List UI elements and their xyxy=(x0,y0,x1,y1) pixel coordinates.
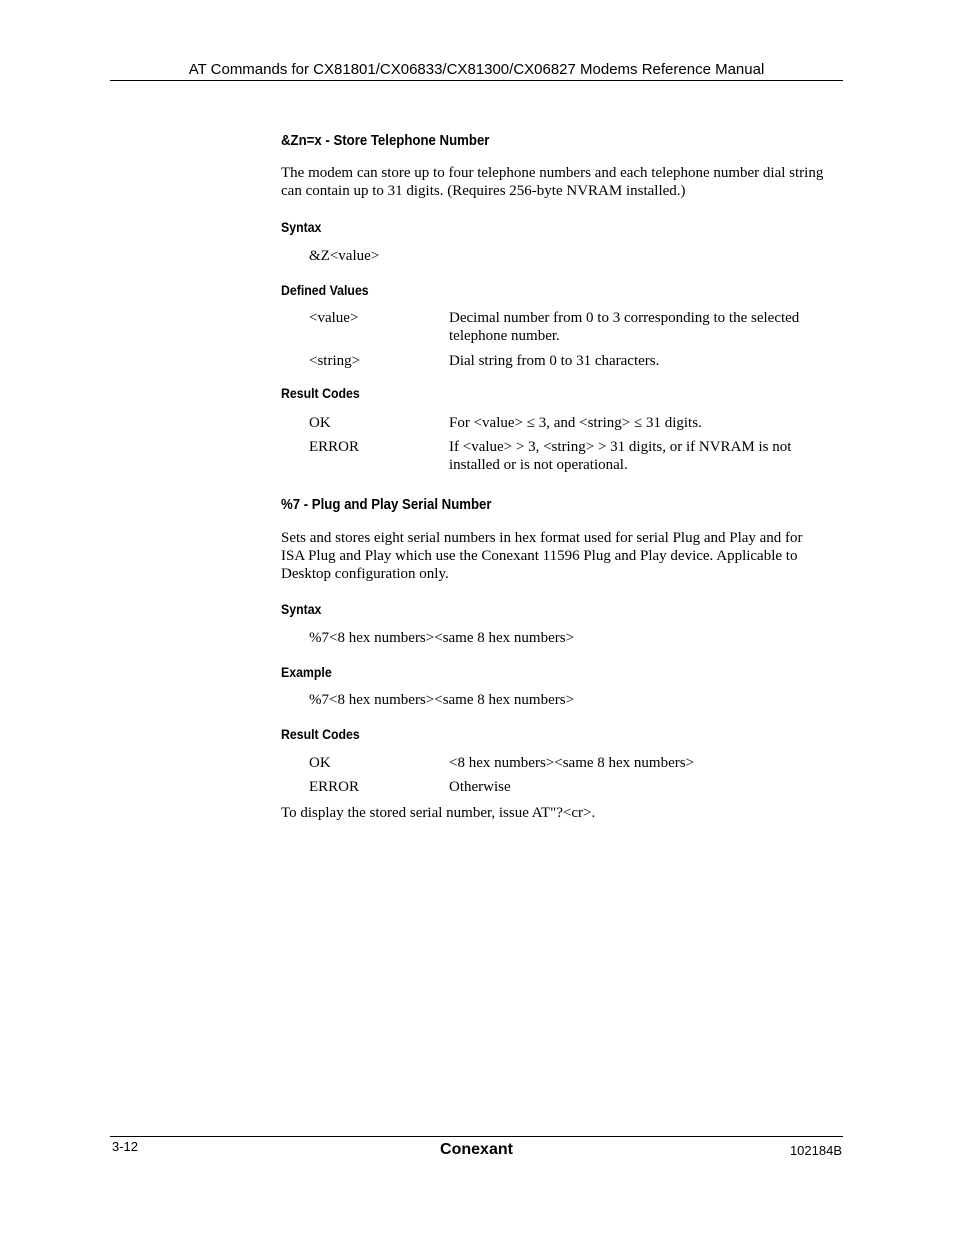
definition-term: <string> xyxy=(309,353,361,369)
document-id: 102184B xyxy=(789,1143,842,1158)
definition-row xyxy=(309,309,826,345)
result-code-description: For <value> ≤ 3, and <string> ≤ 31 digits. xyxy=(449,415,702,431)
syntax-text: %7<8 hex numbers><same 8 hex numbers> xyxy=(309,630,575,646)
main-content xyxy=(281,132,826,822)
result-codes-heading: Result Codes xyxy=(281,385,360,401)
footer-divider xyxy=(110,1136,843,1137)
result-code-term: ERROR xyxy=(309,779,360,795)
definition-term: <value> xyxy=(309,310,359,326)
syntax-heading: Syntax xyxy=(281,219,322,235)
result-code-description: Otherwise xyxy=(449,779,511,795)
definition-row xyxy=(309,352,826,370)
header-divider xyxy=(110,80,843,81)
result-code-description: If <value> > 3, <string> > 31 digits, or if NVRAM is not installed or is not operational. xyxy=(449,439,792,473)
definition-description: Decimal number from 0 to 3 corresponding to the selected telephone number. xyxy=(449,310,800,344)
example-heading: Example xyxy=(281,664,332,680)
result-code-term: OK xyxy=(309,415,331,431)
result-code-term: ERROR xyxy=(309,439,360,455)
syntax-text: &Z<value> xyxy=(309,248,380,264)
closing-note: To display the stored serial number, issue AT"?<cr>. xyxy=(281,805,596,821)
section-title-store-telephone-number: &Zn=x - Store Telephone Number xyxy=(281,132,490,149)
section-body-plug-and-play-serial-number: Sets and stores eight serial numbers in hex format used for serial Plug and Play and for ISA Plug and Play which use the Conexant 11596 Plug and Play device. Applicable to Desktop configuration only. xyxy=(281,530,803,582)
result-code-row xyxy=(309,438,826,474)
result-code-row xyxy=(309,414,826,432)
result-codes-heading: Result Codes xyxy=(281,726,360,742)
example-text: %7<8 hex numbers><same 8 hex numbers> xyxy=(309,692,575,708)
syntax-heading: Syntax xyxy=(281,601,322,617)
section-body-store-telephone-number: The modem can store up to four telephone numbers and each telephone number dial string can contain up to 31 digits. (Requires 256-byte NVRAM installed.) xyxy=(281,165,824,199)
result-code-row xyxy=(309,778,826,796)
result-code-row xyxy=(309,754,826,772)
result-code-description: <8 hex numbers><same 8 hex numbers> xyxy=(449,755,695,771)
page-number: 3-12 xyxy=(112,1139,139,1154)
page-header-title: AT Commands for CX81801/CX06833/CX81300/CX06827 Modems Reference Manual xyxy=(188,61,765,78)
footer-company: Conexant xyxy=(440,1141,513,1158)
result-code-term: OK xyxy=(309,755,331,771)
defined-values-heading: Defined Values xyxy=(281,282,369,298)
definition-description: Dial string from 0 to 31 characters. xyxy=(449,353,660,369)
section-title-plug-and-play-serial-number: %7 - Plug and Play Serial Number xyxy=(281,496,492,513)
